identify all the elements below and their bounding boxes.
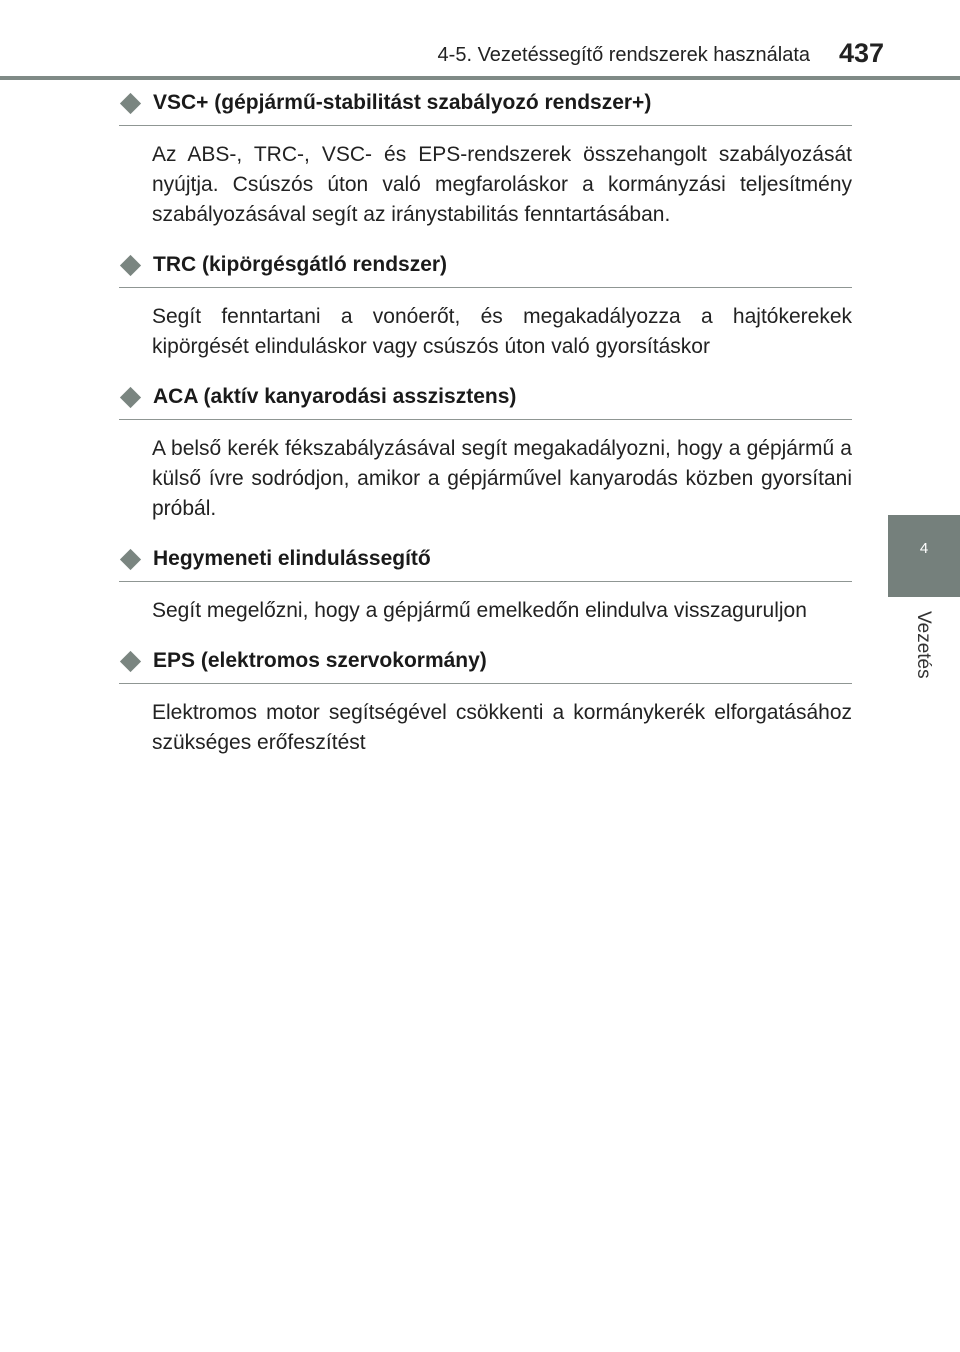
section-title: VSC+ (gépjármű-stabilitást szabályozó rendszer+) xyxy=(153,91,652,114)
section-heading xyxy=(119,380,852,420)
page-content xyxy=(119,86,852,776)
section-body: A belső kerék fékszabályzásával segít megakadályozni, hogy a gépjármű a külső ívre sodródjon, amikor a gépjárművel kanyarodás közben gyorsítani próbál. xyxy=(152,437,852,520)
section-title: EPS (elektromos szervokormány) xyxy=(153,649,487,672)
chapter-label: Vezetés xyxy=(913,611,934,679)
section-body: Segít megelőzni, hogy a gépjármű emelkedőn elindulva visszaguruljon xyxy=(152,599,807,622)
diamond-bullet-icon xyxy=(120,386,141,407)
section-eps xyxy=(119,644,852,758)
section-title: TRC (kipörgésgátló rendszer) xyxy=(153,253,448,276)
diamond-bullet-icon xyxy=(120,548,141,569)
chapter-label-area xyxy=(888,597,960,707)
chapter-tab-number: 4 xyxy=(919,540,929,557)
section-heading xyxy=(119,248,852,288)
section-hill-start xyxy=(119,542,852,626)
section-title: Hegymeneti elindulássegítő xyxy=(153,547,431,570)
section-heading xyxy=(119,86,852,126)
diamond-bullet-icon xyxy=(120,92,141,113)
page-header xyxy=(0,0,960,80)
section-heading xyxy=(119,644,852,684)
diamond-bullet-icon xyxy=(120,254,141,275)
section-aca xyxy=(119,380,852,524)
section-vsc xyxy=(119,86,852,230)
section-body: Az ABS-, TRC-, VSC- és EPS-rendszerek összehangolt szabályozását nyújtja. Csúszós úton való megfaroláskor a kormányzási teljesítmény szabályozásával segít az iránystabilitás fenntartásában. xyxy=(152,143,852,226)
header-title: 4-5. Vezetéssegítő rendszerek használata xyxy=(437,44,810,66)
section-body: Elektromos motor segítségével csökkenti a kormánykerék elforgatásához szükséges erőfeszítést xyxy=(152,701,852,754)
header-rule xyxy=(0,76,960,80)
section-heading xyxy=(119,542,852,582)
section-trc xyxy=(119,248,852,362)
page-number: 437 xyxy=(838,38,884,68)
section-body: Segít fenntartani a vonóerőt, és megakadályozza a hajtókerekek kipörgését elinduláskor vagy csúszós úton való gyorsításkor xyxy=(152,305,852,358)
diamond-bullet-icon xyxy=(120,650,141,671)
section-title: ACA (aktív kanyarodási asszisztens) xyxy=(153,385,517,408)
